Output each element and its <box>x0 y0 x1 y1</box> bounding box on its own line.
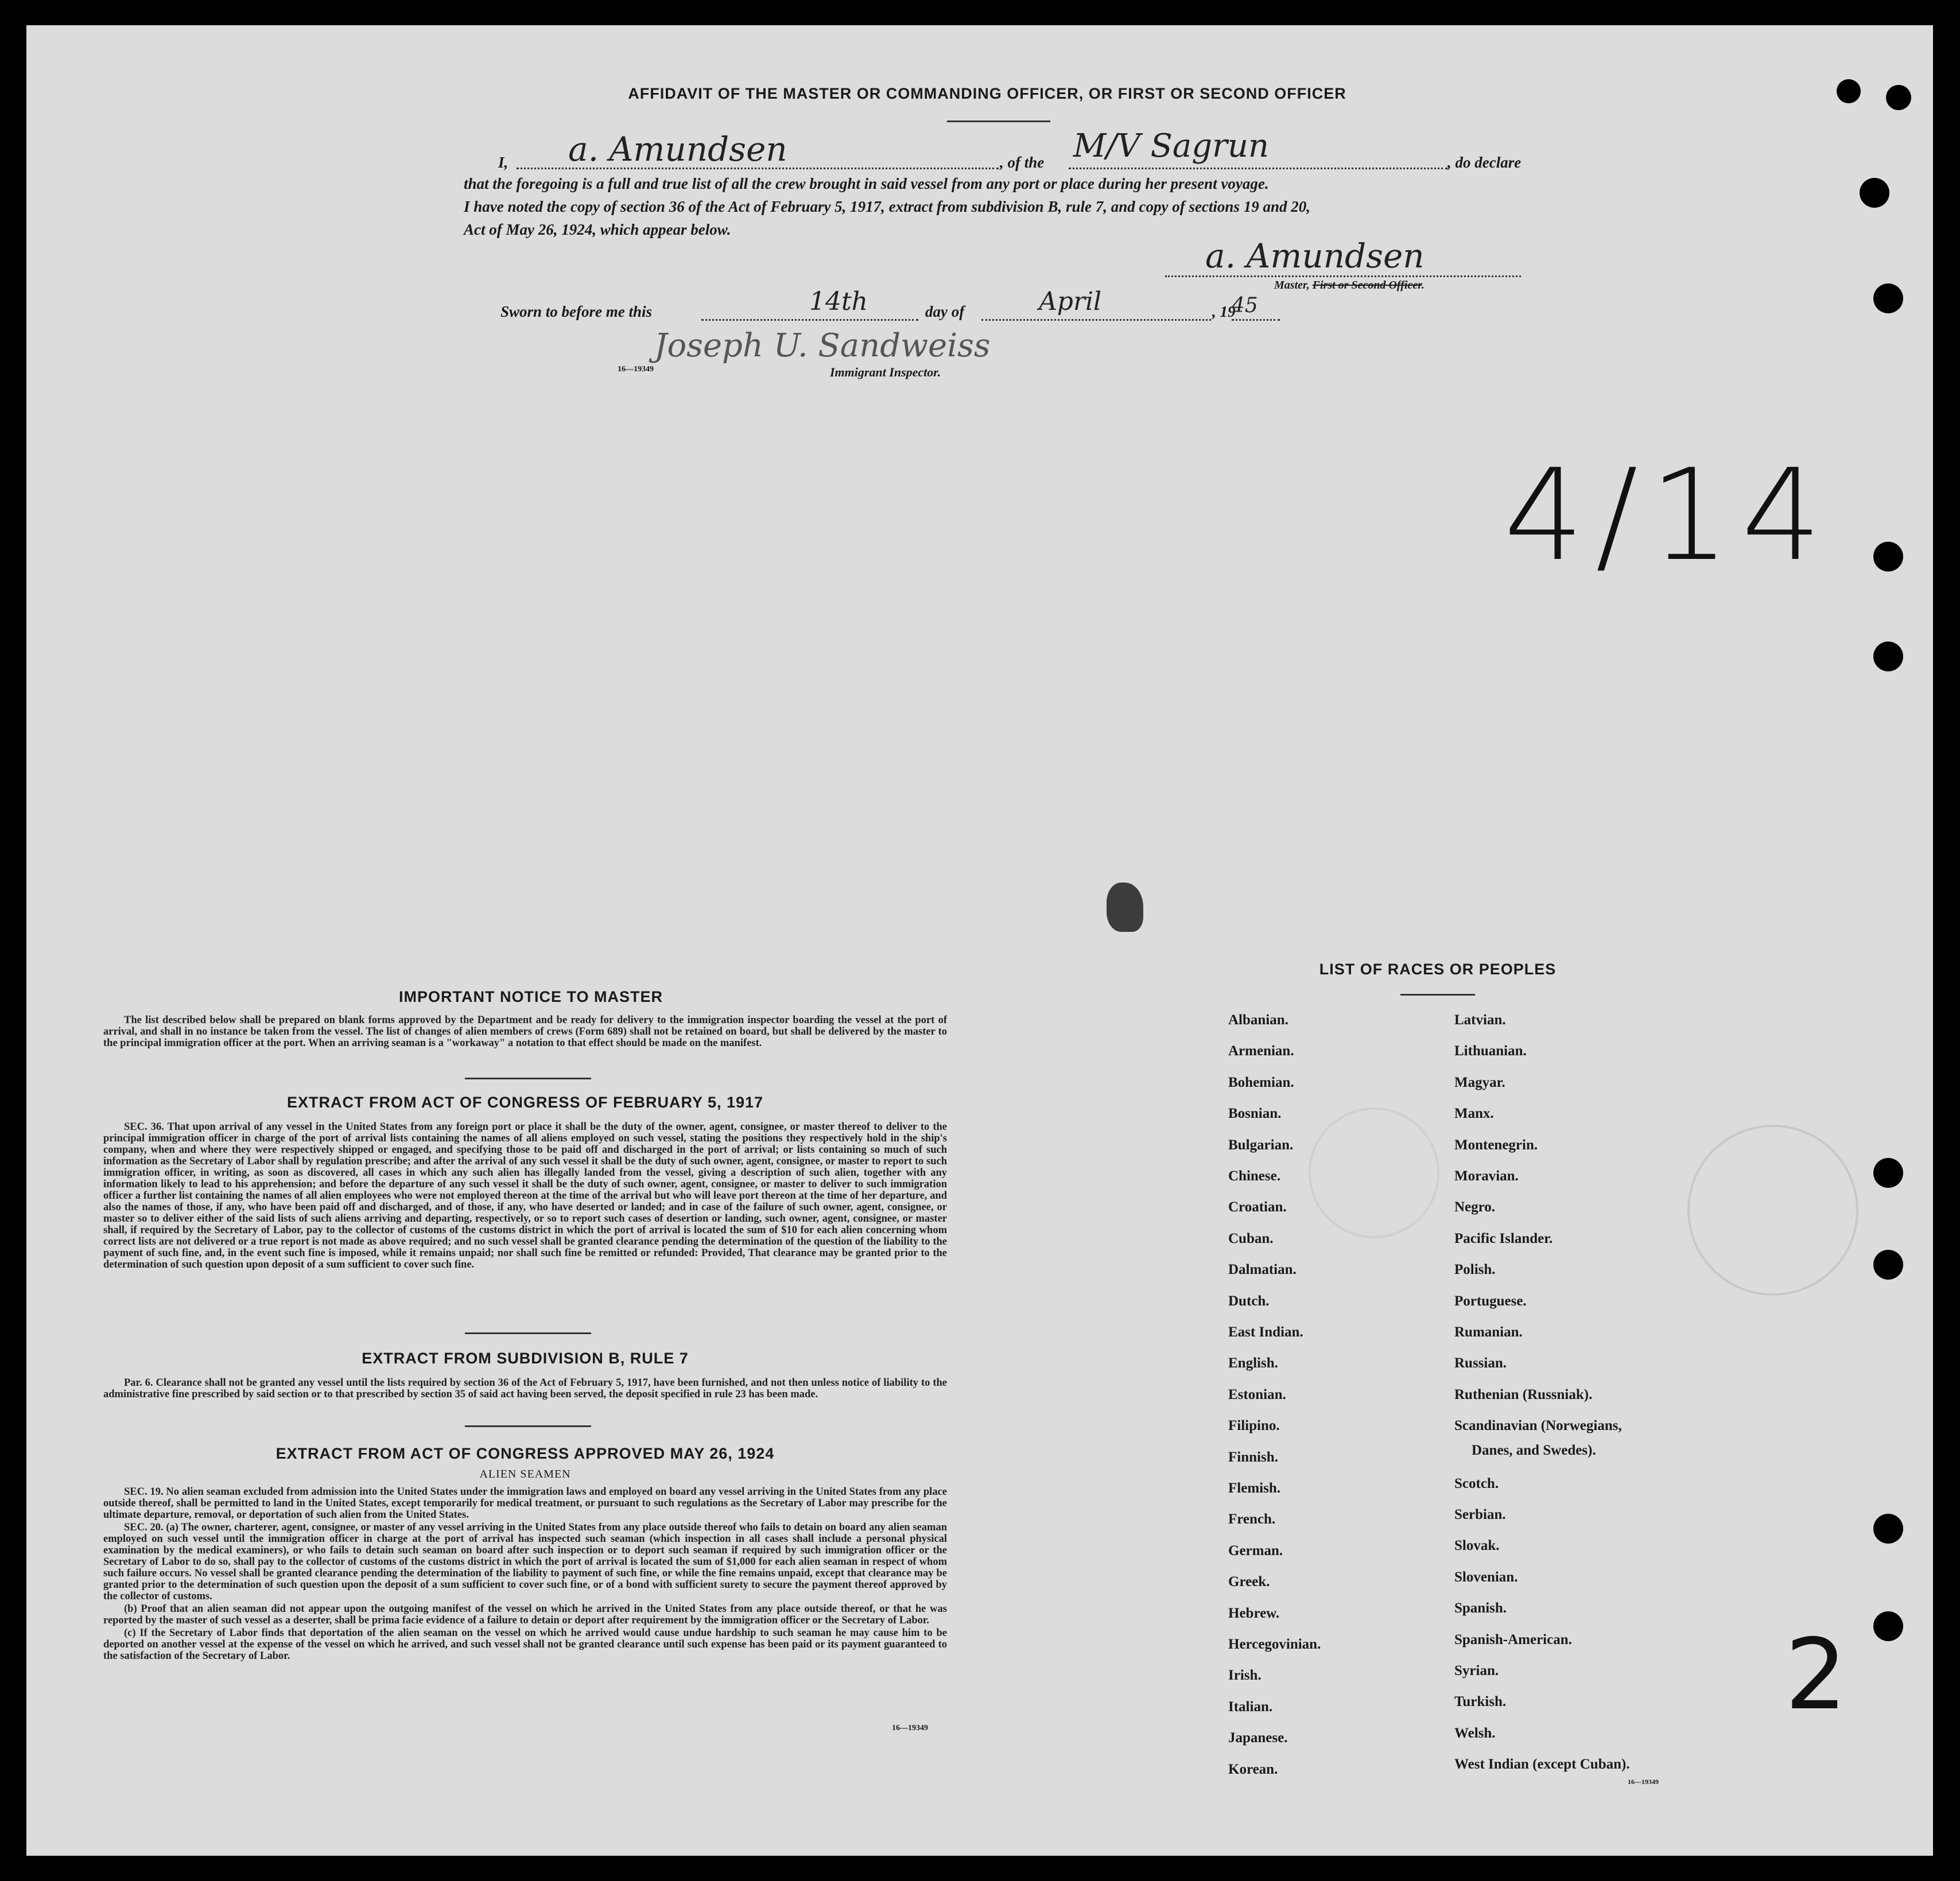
race-item: Irish. <box>1228 1668 1262 1684</box>
master-label: Master, <box>1274 279 1310 292</box>
notice-title: IMPORTANT NOTICE TO MASTER <box>399 988 663 1005</box>
race-item: Hercegovinian. <box>1228 1637 1321 1652</box>
race-item: English. <box>1228 1355 1278 1371</box>
ink-smudge <box>1107 883 1143 932</box>
race-item: Dutch. <box>1228 1293 1270 1309</box>
race-item: Spanish. <box>1454 1600 1507 1616</box>
race-item: Bulgarian. <box>1228 1137 1294 1153</box>
race-item: Lithuanian. <box>1454 1043 1527 1059</box>
affidavit-line-3: Act of May 26, 1924, which appear below. <box>464 221 731 238</box>
race-item: Moravian. <box>1454 1168 1519 1184</box>
extract-rule7-body <box>103 1377 947 1401</box>
race-item: Flemish. <box>1228 1480 1280 1496</box>
master-name: a. Amundsen <box>568 130 787 169</box>
extract-1924-body <box>103 1486 947 1663</box>
race-item: Bosnian. <box>1228 1106 1282 1122</box>
sworn-label: Sworn to before me this <box>500 303 653 320</box>
form-number: 16—19349 <box>618 365 654 374</box>
struck-officer-text: First or Second Officer <box>1312 279 1422 292</box>
inspector-signature: Joseph U. Sandweiss <box>654 327 991 364</box>
title-underline <box>947 121 1050 122</box>
signature-line <box>1165 275 1521 277</box>
race-item: Negro. <box>1454 1199 1496 1215</box>
sec-20c-text: (c) If the Secretary of Labor finds that deportation of the alien seaman on the vessel on which he arrived would cause undue hardship to such seaman he may cause him to be deported on another vessel at the expense of the vessel on which he arrived, and such vessel shall not be granted clearance until such expense has been paid or its payment guaranteed to the satisfaction of the Secretary of Labor. <box>103 1627 947 1662</box>
do-declare-label: , do declare <box>1447 154 1522 171</box>
sworn-day-line <box>701 319 918 321</box>
race-item: German. <box>1228 1542 1283 1559</box>
race-item: Rumanian. <box>1454 1324 1523 1340</box>
affidavit-line-1: that the foregoing is a full and true list of all the crew brought in said vessel from any port or place during her present voyage. <box>464 175 1269 192</box>
notice-body <box>103 1015 947 1050</box>
punch-hole <box>1873 642 1903 671</box>
punch-hole <box>1873 1514 1903 1544</box>
form-number: 16—19349 <box>892 1724 928 1732</box>
punch-hole <box>1873 542 1903 572</box>
race-item: East Indian. <box>1228 1324 1303 1340</box>
races-title: LIST OF RACES OR PEOPLES <box>1319 961 1557 978</box>
master-role-label <box>1274 279 1425 292</box>
race-item: Serbian. <box>1454 1507 1506 1522</box>
race-item: Slovenian. <box>1454 1569 1518 1585</box>
sworn-month-line <box>981 319 1211 321</box>
section-divider <box>465 1425 591 1427</box>
extract-1917-body <box>103 1121 947 1272</box>
race-item: Dalmatian. <box>1228 1262 1297 1278</box>
race-item: Greek. <box>1228 1574 1270 1590</box>
race-item: Albanian. <box>1228 1012 1288 1028</box>
check-annotation: 2 <box>1785 1618 1848 1732</box>
punch-hole <box>1873 1611 1903 1641</box>
race-item: West Indian (except Cuban). <box>1454 1756 1630 1773</box>
race-item: Welsh. <box>1454 1725 1496 1741</box>
inspector-label: Immigrant Inspector. <box>830 365 941 379</box>
races-title-underline <box>1400 994 1475 996</box>
sworn-day: 14th <box>809 287 868 316</box>
race-item: Hebrew. <box>1228 1605 1280 1621</box>
punch-hole <box>1837 79 1861 103</box>
day-of-label: day of <box>925 303 965 320</box>
affidavit-i: I, <box>498 154 509 171</box>
extract-1924-title: EXTRACT FROM ACT OF CONGRESS APPROVED MAY 26, 1924 <box>275 1445 775 1462</box>
sec-19-text: SEC. 19. No alien seaman excluded from admission into the United States under the immigration laws and employed on board any vessel arriving in the United States from any place outside thereof, shall be permitted to land in the United States, except temporarily for medical treatment, or pursuant to such regulations as the Secretary of Labor may prescribe for the ultimate departure, removal, or deportation of such alien from the United States. <box>103 1486 947 1521</box>
punch-hole <box>1886 85 1911 110</box>
alien-seamen-subtitle: ALIEN SEAMEN <box>479 1468 571 1480</box>
punch-hole <box>1873 1158 1903 1188</box>
race-scandinavian-continued: Danes, and Swedes). <box>1472 1443 1596 1458</box>
race-item: Manx. <box>1454 1106 1494 1122</box>
punch-hole <box>1860 178 1889 208</box>
sec-20a-text: SEC. 20. (a) The owner, charterer, agent, consignee, or master of any vessel arriving in the United States from any place outside thereof who fails to detain on board any alien seaman employed on such vessel until the immigration officer in charge at the port of arrival has inspected such seaman (which inspection in all cases shall include a personal physical examination by the medical examiners), or who fails to detain such seaman on board after such inspection or to deport such seaman if required by such immigration officer or the Secretary of Labor to do so, shall pay to the collector of customs of the customs district in which the port of arrival is located the sum of $1,000 for each alien seaman in respect of whom such failure occurs. No vessel shall be granted clearance pending the determination of the liability to payment of such fine, or while the fine remains unpaid, except that clearance may be granted prior to the determination of such question upon the deposit of a sum sufficient to cover such fine, or of a bond with sufficient surety to secure the payment thereof approved by the collector of customs. <box>103 1522 947 1602</box>
race-item: Portuguese. <box>1454 1293 1527 1309</box>
sworn-month: April <box>1039 287 1102 316</box>
race-item: Slovak. <box>1454 1538 1500 1554</box>
race-item: Syrian. <box>1454 1663 1499 1678</box>
vessel-name-line <box>1069 168 1447 169</box>
embossed-seal <box>1687 1125 1858 1296</box>
sworn-year: 45 <box>1232 294 1258 317</box>
race-item: Magyar. <box>1454 1074 1505 1090</box>
period: . <box>1421 279 1425 292</box>
race-item: Turkish. <box>1454 1694 1507 1710</box>
race-item: Scotch. <box>1454 1475 1499 1491</box>
race-item: Italian. <box>1228 1699 1273 1715</box>
race-item: Cuban. <box>1228 1230 1274 1246</box>
race-item: Bohemian. <box>1228 1074 1294 1090</box>
extract-1917-text: SEC. 36. That upon arrival of any vessel in the United States from any foreign port or place it shall be the duty of the owner, agent, consignee, or master thereof to deliver to the principal immigration officer in charge of the port of arrival lists containing the names of all aliens employed on such vessel, stating the positions they respectively hold in the ship's company, when and where they were respectively shipped or engaged, and specifying those to be paid off and discharged in the port of arrival; or lists containing so much of such information as the Secretary of Labor shall by regulation prescribe; and after the arrival of any such vessel it shall be the duty of such owner, agent, consignee, or master to report to such immigration officer, in writing, as soon as discovered, all cases in which any such alien has illegally landed from the vessel, giving a description of such alien, together with any information likely to lead to his apprehension; and before the departure of any such vessel it shall be the duty of such owner, agent, consignee, or master to deliver to such immigration officer a further list containing the names of all alien employees who were not employed thereon at the time of the arrival but who will leave port thereon at the time of her departure, and also the names of those, if any, who have been paid off and discharged, and of those, if any, who have deserted or landed; and in case of the failure of such owner, agent, consignee, or master so to deliver either of the said lists of such aliens arriving and departing, respectively, or so to report such cases of desertion or landing, such owner, agent, consignee, or master shall, if required by the Secretary of Labor, pay to the collector of customs of the customs district in which the port of arrival is located the sum of $10 for each alien concerning whom correct lists are not delivered or a true report is not made as above required; and no such vessel shall be granted clearance pending the determination of the question of the liability to the payment of such fine, and, in the event such fine is imposed, while it remains unpaid; nor shall such fine be remitted or refunded: Provided, That clearance may be granted prior to the determination of such question upon deposit of a sum sufficient to cover such fine. <box>103 1121 947 1270</box>
vessel-name: M/V Sagrun <box>1073 127 1269 165</box>
sec-20b-text: (b) Proof that an alien seaman did not appear upon the outgoing manifest of the vessel on which he arrived in the United States from any place outside thereof, or that he was reported by the master of such vessel as a deserter, shall be prima facie evidence of a failure to detain or deport after requirement by the immigration officer or the Secretary of Labor. <box>103 1603 947 1626</box>
punch-hole <box>1873 283 1903 313</box>
master-signature: a. Amundsen <box>1205 236 1425 275</box>
race-item: Chinese. <box>1228 1168 1280 1184</box>
affidavit-title: AFFIDAVIT OF THE MASTER OR COMMANDING OFFICER, OR FIRST OR SECOND OFFICER <box>628 85 1346 102</box>
race-item: Latvian. <box>1454 1012 1506 1028</box>
date-annotation: 4/14 <box>1504 442 1834 589</box>
affidavit-line-2: I have noted the copy of section 36 of the Act of February 5, 1917, extract from subdivision B, rule 7, and copy of sections 19 and 20, <box>464 198 1310 215</box>
year-prefix: , 19 <box>1212 303 1236 320</box>
race-item: Pacific Islander. <box>1454 1230 1553 1246</box>
extract-1917-title: EXTRACT FROM ACT OF CONGRESS OF FEBRUARY 5, 1917 <box>286 1094 764 1111</box>
section-divider <box>465 1078 591 1079</box>
race-item: Polish. <box>1454 1262 1496 1278</box>
race-item: Ruthenian (Russniak). <box>1454 1386 1593 1402</box>
embossed-seal <box>1309 1107 1439 1238</box>
race-item: Estonian. <box>1228 1386 1286 1402</box>
of-the-label: , of the <box>1000 154 1045 171</box>
notice-text: The list described below shall be prepared on blank forms approved by the Department and be ready for delivery to the immigration inspector boarding the vessel at the port of arrival, and shall in no instance be taken from the vessel. The list of changes of alien members of crews (Form 689) shall not be retained on board, but shall be delivered by the master to the principal immigration officer at the port. When an arriving seaman is a "workaway" a notation to that effect should be made on the manifest. <box>103 1015 947 1049</box>
year-line <box>1232 319 1280 321</box>
race-item: Croatian. <box>1228 1199 1287 1215</box>
race-item: Filipino. <box>1228 1418 1280 1434</box>
race-item: Scandinavian (Norwegians, <box>1454 1418 1622 1434</box>
extract-rule7-title: EXTRACT FROM SUBDIVISION B, RULE 7 <box>362 1350 689 1367</box>
race-item: Montenegrin. <box>1454 1137 1538 1153</box>
race-item: Finnish. <box>1228 1449 1278 1465</box>
punch-hole <box>1873 1250 1903 1280</box>
race-item: Korean. <box>1228 1761 1278 1777</box>
race-item: Spanish-American. <box>1454 1631 1572 1647</box>
race-item: French. <box>1228 1511 1276 1528</box>
extract-rule7-text: Par. 6. Clearance shall not be granted any vessel until the lists required by section 36 of the Act of February 5, 1917, have been furnished, and not then unless notice of liability to the administrative fine prescribed by said section or to that prescribed by section 35 of said act having been served, the deposit specified in rule 23 has been made. <box>103 1377 947 1400</box>
form-number: 16—19349 <box>1628 1778 1659 1786</box>
race-item: Armenian. <box>1228 1043 1294 1059</box>
section-divider <box>465 1332 591 1334</box>
race-item: Russian. <box>1454 1355 1507 1371</box>
race-item: Japanese. <box>1228 1730 1288 1746</box>
